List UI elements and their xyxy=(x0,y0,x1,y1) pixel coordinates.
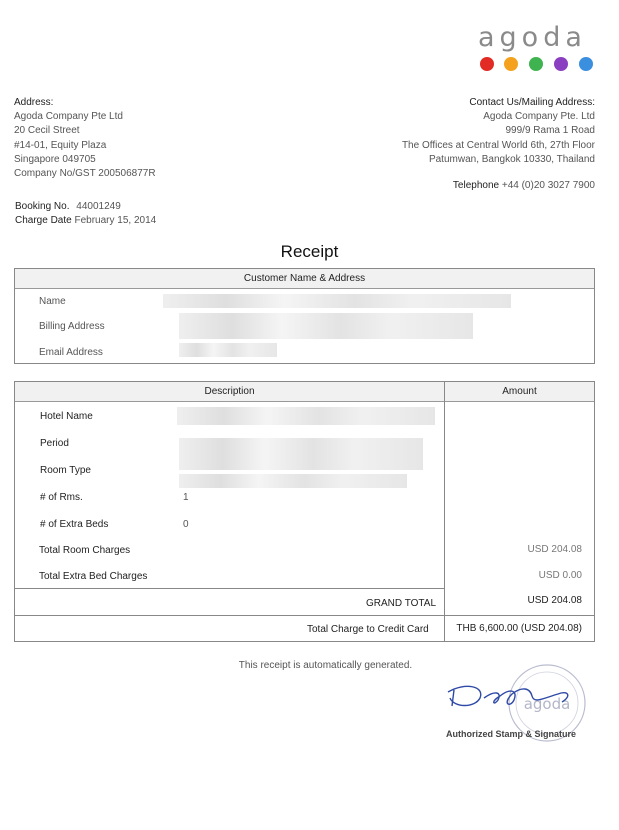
email-address-label: Email Address xyxy=(39,347,103,358)
room-type-label: Room Type xyxy=(40,465,91,476)
period-label: Period xyxy=(40,438,69,449)
auto-generated-note: This receipt is automatically generated. xyxy=(238,660,413,671)
description-header: Description xyxy=(15,382,444,402)
rooms-value: 1 xyxy=(183,492,189,503)
stamp-text: agoda xyxy=(523,695,571,713)
row-divider xyxy=(15,588,445,589)
receipt-title: Receipt xyxy=(280,242,339,261)
redacted-billing-address xyxy=(179,313,473,339)
charge-date-value: February 15, 2014 xyxy=(74,215,157,226)
amount-header: Amount xyxy=(445,382,594,402)
rooms-label: # of Rms. xyxy=(40,492,83,503)
customer-box xyxy=(14,268,595,364)
total-extra-bed-charges-value: USD 0.00 xyxy=(538,570,582,581)
telephone-line xyxy=(453,179,595,193)
logo-dot-blue xyxy=(579,57,593,71)
billing-address-label: Billing Address xyxy=(39,321,105,332)
address-line: Singapore 049705 xyxy=(14,154,96,165)
extra-beds-value: 0 xyxy=(183,519,189,530)
booking-number-label: Booking No. xyxy=(15,201,70,212)
contact-heading: Contact Us/Mailing Address: xyxy=(469,97,595,108)
grand-total-value: USD 204.08 xyxy=(527,595,582,606)
address-line: #14-01, Equity Plaza xyxy=(14,140,107,151)
address-heading: Address: xyxy=(14,97,54,108)
booking-number-row xyxy=(15,200,121,214)
total-extra-bed-charges-label: Total Extra Bed Charges xyxy=(39,571,148,582)
telephone-label: Telephone xyxy=(452,180,500,191)
customer-name-label: Name xyxy=(39,296,66,307)
contact-line: The Offices at Central World 6th, 27th Floor xyxy=(401,140,595,151)
logo-dot-red xyxy=(480,57,494,71)
logo-dot-orange xyxy=(504,57,518,71)
agoda-logo: agoda xyxy=(478,22,587,53)
redacted-email xyxy=(179,343,277,357)
column-divider xyxy=(444,382,445,641)
address-line: Company No/GST 200506877R xyxy=(14,168,156,179)
address-line: 20 Cecil Street xyxy=(14,125,80,136)
contact-line: Patumwan, Bangkok 10330, Thailand xyxy=(428,154,595,165)
address-line: Agoda Company Pte Ltd xyxy=(14,111,123,122)
grand-total-label: GRAND TOTAL xyxy=(366,598,437,609)
charges-box xyxy=(14,381,595,642)
credit-card-total-label: Total Charge to Credit Card xyxy=(307,624,429,635)
telephone-value: +44 (0)20 3027 7900 xyxy=(501,180,595,191)
redacted-room-type xyxy=(179,474,407,488)
row-divider xyxy=(15,615,594,616)
charge-date-row xyxy=(15,214,156,228)
total-room-charges-value: USD 204.08 xyxy=(527,544,582,555)
logo-dot-green xyxy=(529,57,543,71)
redacted-period xyxy=(179,438,423,470)
extra-beds-label: # of Extra Beds xyxy=(40,519,109,530)
contact-line: Agoda Company Pte. Ltd xyxy=(483,111,595,122)
logo-dot-purple xyxy=(554,57,568,71)
credit-card-total-value: THB 6,600.00 (USD 204.08) xyxy=(456,623,582,634)
signature-label: Authorized Stamp & Signature xyxy=(446,729,577,739)
total-room-charges-label: Total Room Charges xyxy=(39,545,131,556)
charge-date-label: Charge Date xyxy=(15,215,72,226)
redacted-hotel-name xyxy=(177,407,435,425)
redacted-name xyxy=(163,294,511,308)
customer-header: Customer Name & Address xyxy=(15,269,594,289)
contact-line: 999/9 Rama 1 Road xyxy=(505,125,595,136)
booking-number-value: 44001249 xyxy=(76,201,121,212)
hotel-name-label: Hotel Name xyxy=(40,411,93,422)
